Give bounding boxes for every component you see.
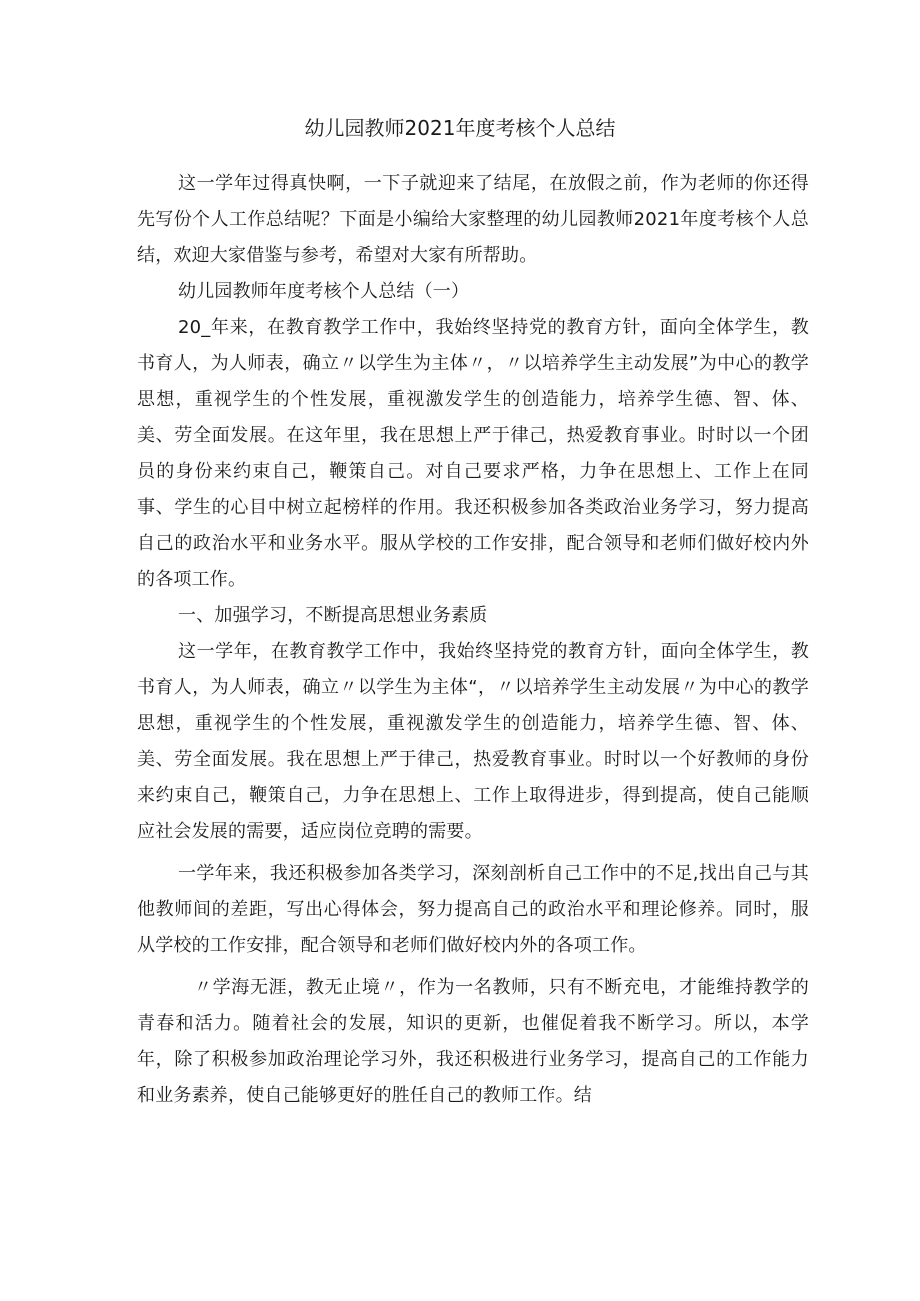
document-body <box>137 166 809 1114</box>
document-title: 幼儿园教师2021年度考核个人总结 <box>304 116 616 140</box>
intro-paragraph: 这一学年过得真快啊，一下子就迎来了结尾，在放假之前，作为老师的你还得先写份个人工作总结呢？下面是小编给大家整理的幼儿园教师2021年度考核个人总结，欢迎大家借鉴与参考，希望对大家有所帮助。 <box>137 173 809 266</box>
body-paragraph: 20_年来，在教育教学工作中，我始终坚持党的教育方针，面向全体学生，教书育人，为人师表，确立〃以学生为主体〃，〃以培养学生主动发展”为中心的教学思想，重视学生的个性发展，重视激发学生的创造能力，培养学生德、智、体、美、劳全面发展。在这年里，我在思想上严于律己，热爱教育事业。时时以一个团员的身份来约束自己，鞭策自己。对自己要求严格，力争在思想上、工作上在同事、学生的心目中树立起榜样的作用。我还积极参加各类政治业务学习，努力提高自己的政治水平和业务水平。服从学校的工作安排，配合领导和老师们做好校内外的各项工作。 <box>137 317 809 590</box>
section-heading-part-one: 幼儿园教师年度考核个人总结（一） <box>178 281 470 302</box>
body-paragraph: 这一学年，在教育教学工作中，我始终坚持党的教育方针，面向全体学生，教书育人，为人师表，确立〃以学生为主体“，〃以培养学生主动发展〃为中心的教学思想，重视学生的个性发展，重视激发学生的创造能力，培养学生德、智、体、美、劳全面发展。我在思想上严于律己，热爱教育事业。时时以一个好教师的身份来约束自己，鞭策自己，力争在思想上、工作上取得进步，得到提高，使自己能顺应社会发展的需要，适应岗位竞聘的需要。 <box>137 641 809 842</box>
body-paragraph: 〃学海无涯，教无止境〃，作为一名教师，只有不断充电，才能维持教学的青春和活力。随着社会的发展，知识的更新，也催促着我不断学习。所以，本学年，除了积极参加政治理论学习外，我还积极进行业务学习，提高自己的工作能力和业务素养，使自己能够更好的胜任自己的教师工作。结 <box>137 977 809 1106</box>
section-heading-study: 一、加强学习，不断提高思想业务素质 <box>178 605 488 626</box>
body-paragraph: 一学年来，我还积极参加各类学习，深刻剖析自己工作中的不足,找出自己与其他教师间的差距，写出心得体会，努力提高自己的政治水平和理论修养。同时，服从学校的工作安排，配合领导和老师们做好校内外的各项工作。 <box>137 863 809 956</box>
